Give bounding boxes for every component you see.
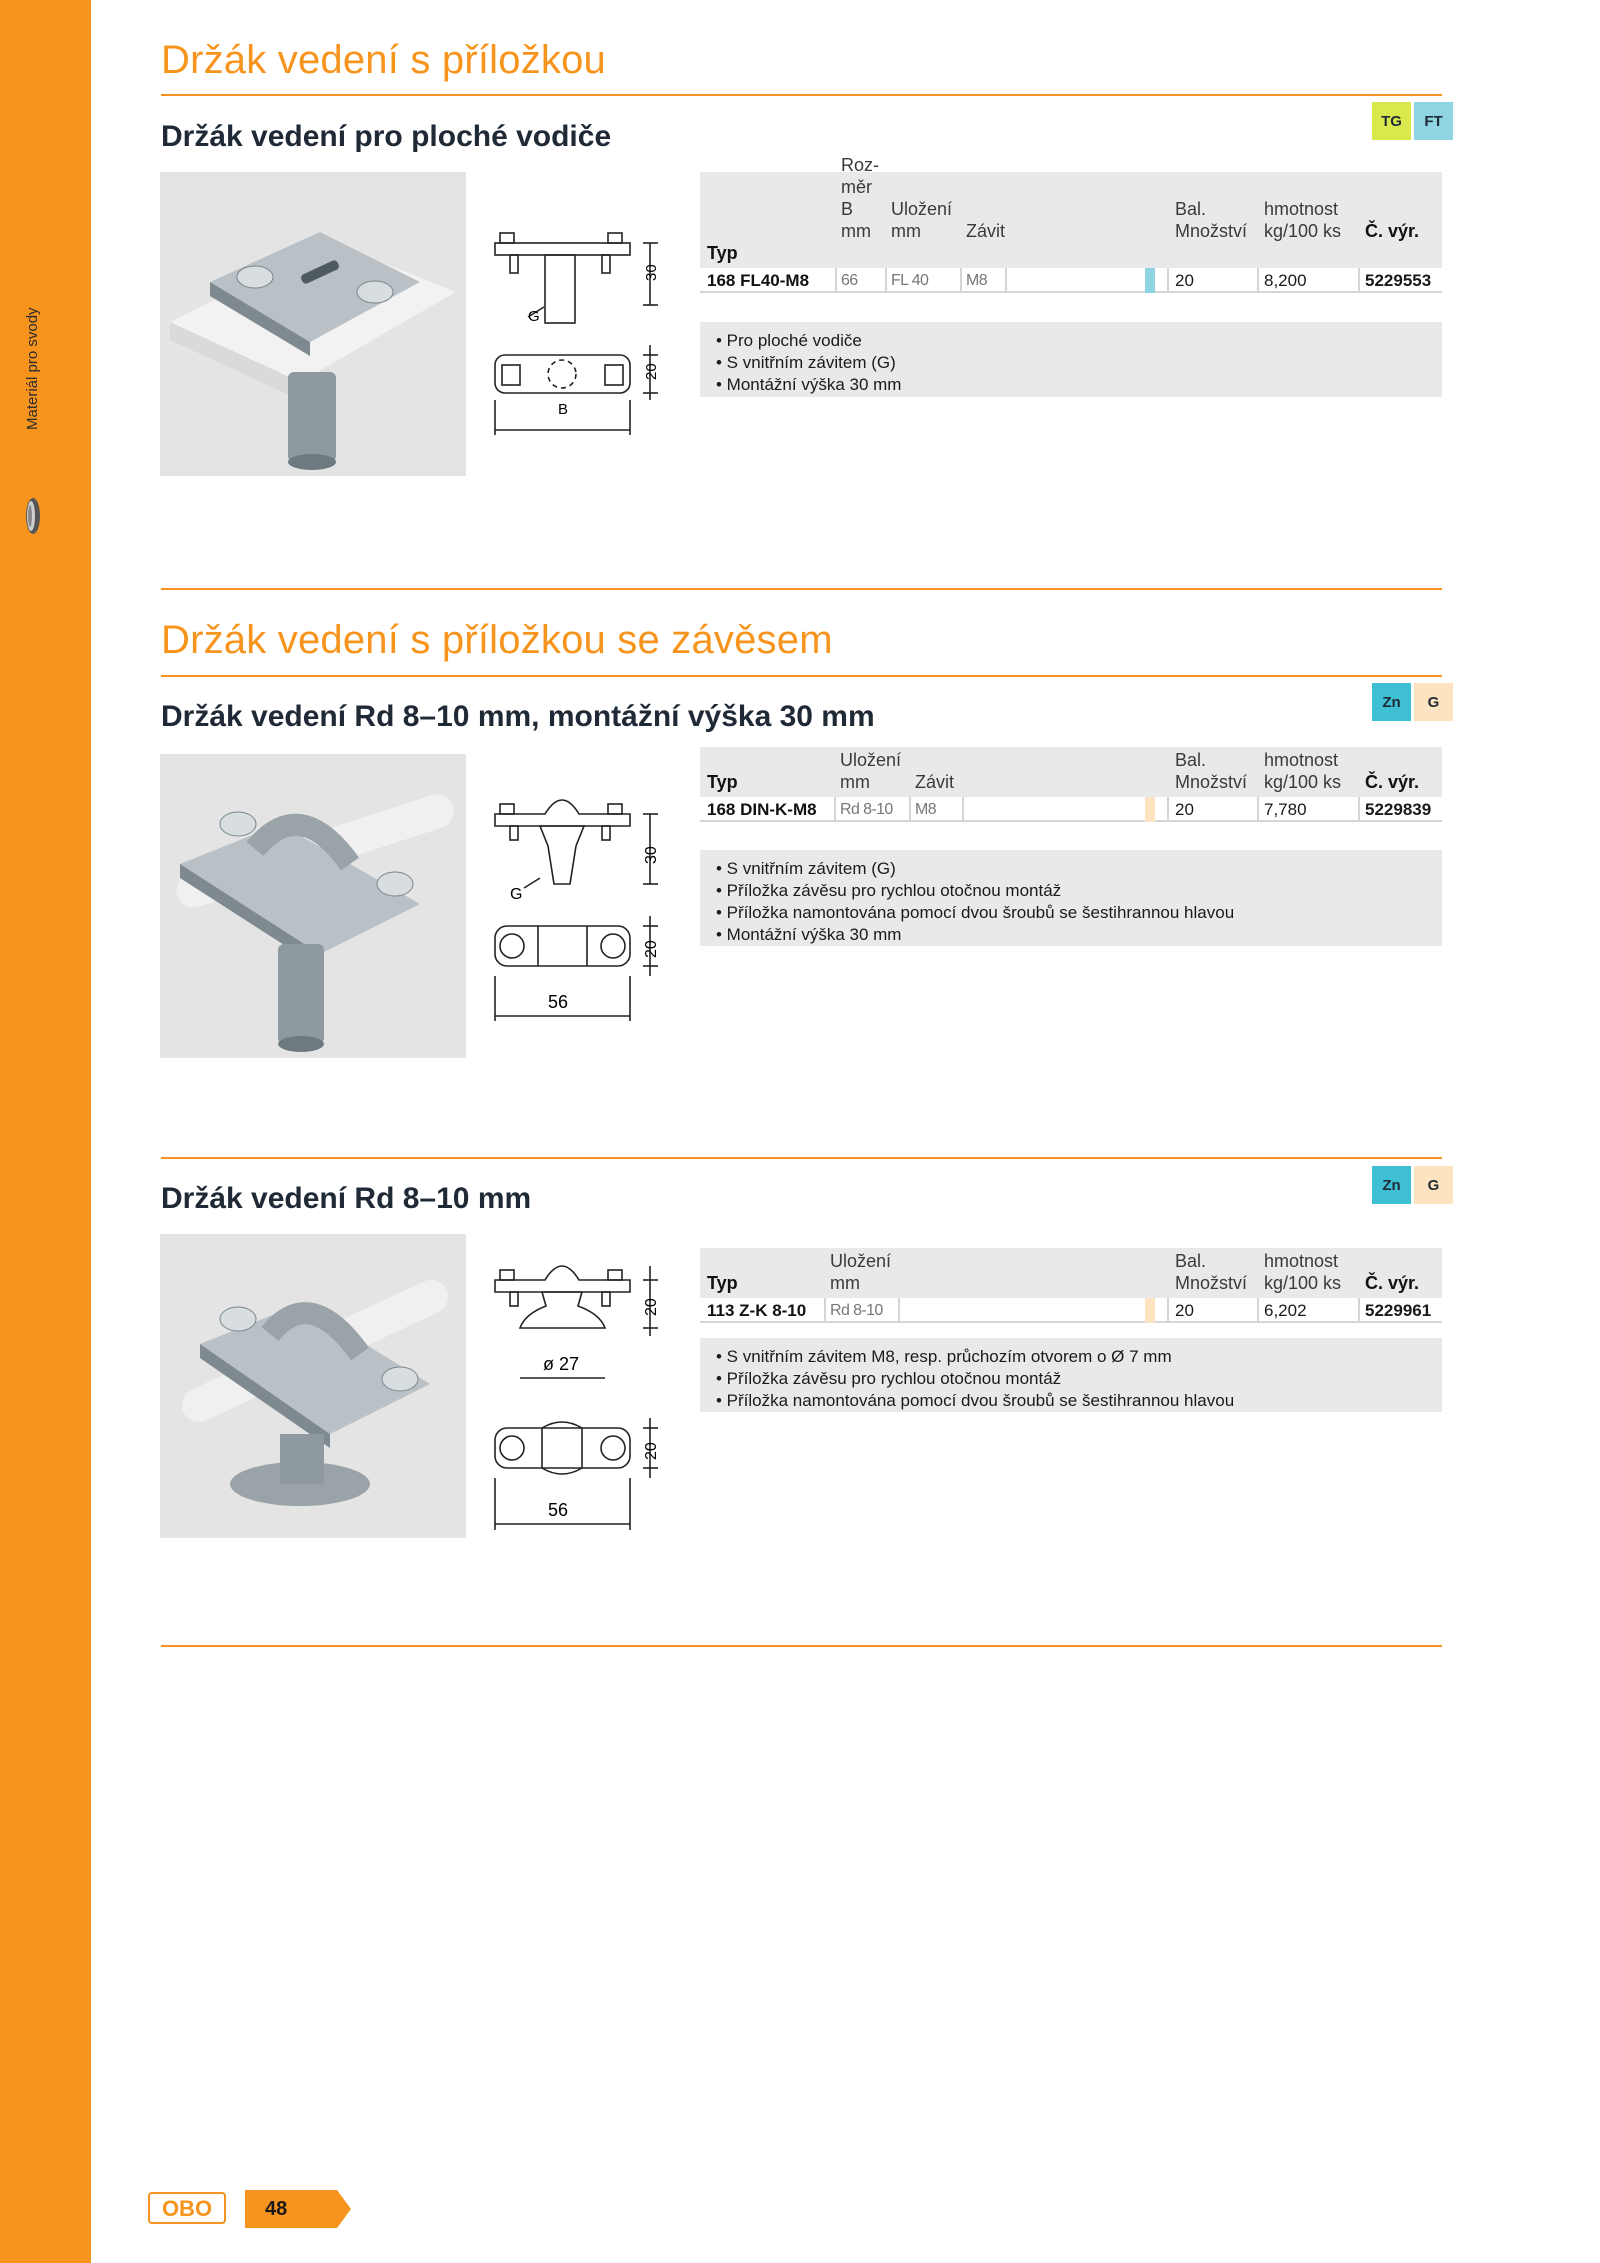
- table-header: [700, 1248, 1442, 1298]
- cell-typ: 168 DIN-K-M8: [707, 800, 817, 819]
- col-hmotnost-1: hmotnost: [1264, 199, 1339, 219]
- badge-zn: Zn: [1372, 1166, 1411, 1204]
- note-item: • S vnitřním závitem (G): [716, 353, 896, 372]
- section-title: Držák vedení s příložkou: [161, 38, 606, 82]
- dim-height: 20: [643, 1298, 660, 1316]
- cell-mnozstvi: 20: [1175, 800, 1194, 819]
- col-bal-1: Bal.: [1175, 1251, 1207, 1271]
- dim-diameter: ø 27: [543, 1354, 580, 1374]
- conductor-icon: [22, 494, 44, 538]
- col-ulozeni-2: mm: [840, 772, 870, 792]
- section-title: Držák vedení s příložkou se závěsem: [161, 618, 833, 662]
- dimension-drawing: [480, 776, 680, 1036]
- sidebar: [0, 0, 91, 2263]
- note-item: • Příložka namontována pomocí dvou šroubů se šestihrannou hlavou: [716, 903, 1235, 922]
- section-divider: [161, 1645, 1442, 1647]
- dim-thread: G: [510, 886, 523, 903]
- col-bal-2: Množství: [1175, 1273, 1248, 1293]
- col-typ: Typ: [707, 1273, 738, 1293]
- dim-height-2: 20: [643, 363, 660, 380]
- svg-text:OBO: OBO: [161, 2196, 213, 2221]
- cell-cvyr: 5229553: [1365, 271, 1432, 290]
- note-item: • Montážní výška 30 mm: [716, 375, 902, 394]
- cell-hmotnost: 8,200: [1264, 271, 1307, 290]
- col-rozmer-4: mm: [841, 221, 871, 241]
- dim-width: 56: [548, 992, 569, 1012]
- cell-ulozeni: Rd 8-10: [840, 801, 893, 818]
- col-ulozeni-1: Uložení: [891, 199, 953, 219]
- col-ulozeni-2: mm: [891, 221, 921, 241]
- product-table: [700, 747, 1442, 822]
- finish-swatch: [1145, 797, 1155, 822]
- col-hmotnost-1: hmotnost: [1264, 1251, 1339, 1271]
- feature-notes: [700, 850, 1442, 946]
- dim-height-2: 20: [643, 1442, 660, 1460]
- cell-cvyr: 5229839: [1365, 800, 1432, 819]
- col-hmotnost-2: kg/100 ks: [1264, 1273, 1342, 1293]
- cell-ulozeni: FL 40: [891, 272, 929, 289]
- cell-zavit: M8: [915, 801, 937, 818]
- col-cvyr: Č. výr.: [1365, 772, 1420, 792]
- table-header: [700, 747, 1442, 797]
- dimension-drawing: [480, 1246, 680, 1536]
- table-row: [700, 1298, 1442, 1323]
- obo-logo: [148, 2192, 226, 2224]
- note-item: • Montážní výška 30 mm: [716, 925, 902, 944]
- dim-width: B: [558, 401, 569, 418]
- col-ulozeni-1: Uložení: [840, 750, 902, 770]
- cell-rozmer: 66: [841, 272, 858, 289]
- col-hmotnost-2: kg/100 ks: [1264, 772, 1342, 792]
- feature-notes: [700, 322, 1442, 397]
- cell-hmotnost: 7,780: [1264, 800, 1307, 819]
- cell-mnozstvi: 20: [1175, 271, 1194, 290]
- badge-ft: FT: [1414, 102, 1453, 140]
- page-number: 48: [265, 2198, 288, 2220]
- section-divider: [161, 1157, 1442, 1159]
- dim-height-2: 20: [643, 940, 660, 958]
- col-bal-2: Množství: [1175, 221, 1248, 241]
- product-subtitle: Držák vedení Rd 8–10 mm, montážní výška 30 mm: [161, 700, 875, 733]
- col-typ: Typ: [707, 243, 738, 263]
- col-ulozeni-2: mm: [830, 1273, 860, 1293]
- col-hmotnost-1: hmotnost: [1264, 750, 1339, 770]
- page-tab: [245, 2190, 351, 2228]
- col-typ: Typ: [707, 772, 738, 792]
- dim-width: 56: [548, 1500, 569, 1520]
- cell-typ: 113 Z-K 8-10: [707, 1301, 807, 1320]
- cell-hmotnost: 6,202: [1264, 1301, 1307, 1320]
- cell-mnozstvi: 20: [1175, 1301, 1194, 1320]
- note-item: • Příložka namontována pomocí dvou šroubů se šestihrannou hlavou: [716, 1391, 1235, 1410]
- badge-g: G: [1414, 683, 1453, 721]
- dimension-drawing: [480, 215, 680, 445]
- section-divider: [161, 588, 1442, 590]
- note-item: • S vnitřním závitem (G): [716, 859, 896, 878]
- col-zavit: Závit: [915, 772, 955, 792]
- dim-thread: G: [528, 308, 540, 325]
- dim-height: 30: [643, 846, 660, 864]
- col-rozmer-3: B: [841, 199, 854, 219]
- col-zavit: Závit: [966, 221, 1006, 241]
- product-subtitle: Držák vedení pro ploché vodiče: [161, 120, 612, 153]
- product-photo: [160, 1234, 466, 1538]
- product-table: [700, 155, 1442, 293]
- sidebar-label: Materiál pro svody: [24, 307, 41, 430]
- col-bal-1: Bal.: [1175, 750, 1207, 770]
- section-divider: [161, 675, 1442, 677]
- product-subtitle: Držák vedení Rd 8–10 mm: [161, 1182, 532, 1215]
- badge-zn: Zn: [1372, 683, 1411, 721]
- cell-cvyr: 5229961: [1365, 1301, 1432, 1320]
- feature-notes: [700, 1338, 1442, 1412]
- col-bal-1: Bal.: [1175, 199, 1207, 219]
- col-bal-2: Množství: [1175, 772, 1248, 792]
- note-item: • Příložka závěsu pro rychlou otočnou montáž: [716, 1369, 1062, 1388]
- col-hmotnost-2: kg/100 ks: [1264, 221, 1342, 241]
- col-rozmer-2: měr: [841, 177, 872, 197]
- cell-ulozeni: Rd 8-10: [830, 1302, 883, 1319]
- finish-swatch: [1145, 1298, 1155, 1323]
- col-ulozeni-1: Uložení: [830, 1251, 892, 1271]
- badge-g: G: [1414, 1166, 1453, 1204]
- table-row: [700, 797, 1442, 822]
- cell-typ: 168 FL40-M8: [707, 271, 810, 290]
- col-rozmer-1: Roz-: [841, 155, 880, 175]
- cell-zavit: M8: [966, 272, 988, 289]
- col-cvyr: Č. výr.: [1365, 1273, 1420, 1293]
- table-row: [700, 268, 1442, 293]
- note-item: • Příložka závěsu pro rychlou otočnou montáž: [716, 881, 1062, 900]
- col-cvyr: Č. výr.: [1365, 221, 1420, 241]
- note-item: • Pro ploché vodiče: [716, 331, 862, 350]
- product-photo: [160, 754, 466, 1058]
- badge-tg: TG: [1372, 102, 1411, 140]
- product-table: [700, 1248, 1442, 1323]
- note-item: • S vnitřním závitem M8, resp. průchozím otvorem o Ø 7 mm: [716, 1347, 1172, 1366]
- dim-height: 30: [643, 264, 660, 281]
- product-photo: [160, 172, 466, 476]
- finish-swatch: [1145, 268, 1155, 293]
- table-header: [700, 155, 1442, 268]
- section-divider: [161, 94, 1442, 96]
